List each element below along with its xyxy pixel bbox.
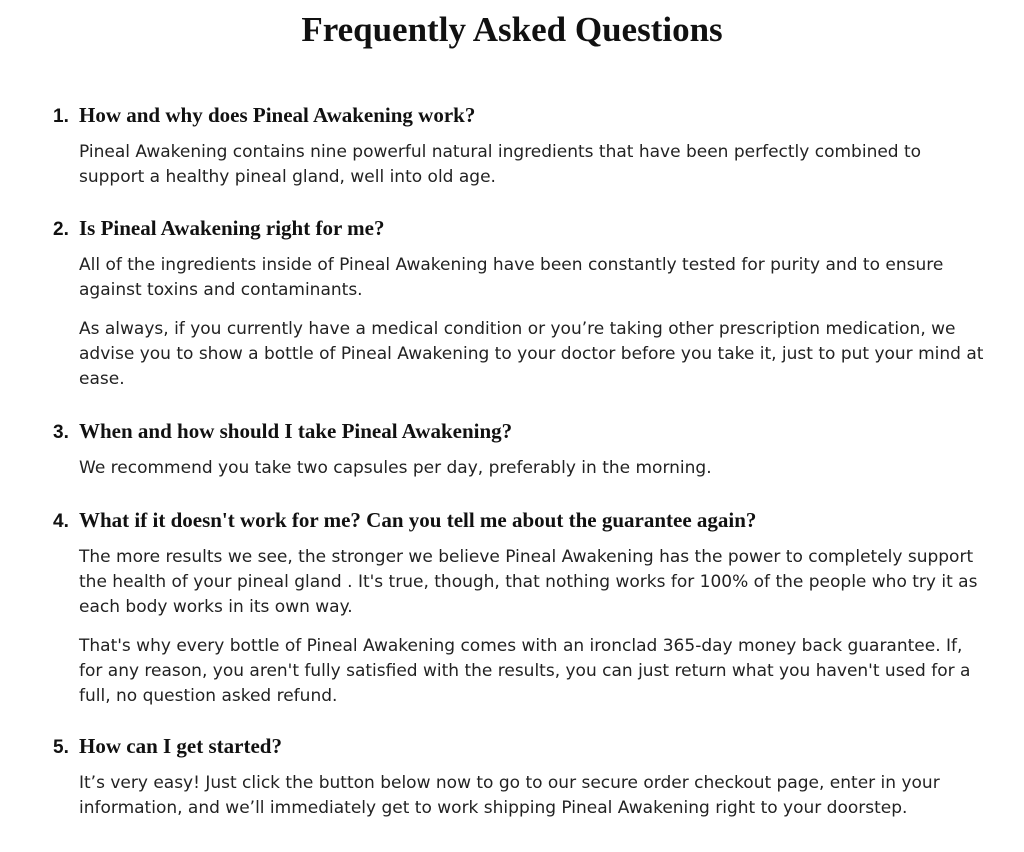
- faq-answer-paragraph: It’s very easy! Just click the button below now to go to our secure order checkout page, enter in your information, and we’ll immediately get to work shipping Pineal Awakening right to your doorstep.: [79, 773, 940, 818]
- faq-answer-paragraph: We recommend you take two capsules per day, preferably in the morning.: [79, 458, 712, 478]
- faq-question-text: Is Pineal Awakening right for me?: [79, 216, 385, 240]
- faq-number: 1.: [53, 106, 69, 127]
- faq-number: 5.: [53, 737, 69, 758]
- faq-question-text: How and why does Pineal Awakening work?: [79, 103, 476, 127]
- faq-answer-paragraph: Pineal Awakening contains nine powerful natural ingredients that have been perfectly combined to support a healthy pineal gland, well into old age.: [79, 142, 922, 187]
- faq-number: 4.: [53, 511, 69, 532]
- faq-answer-paragraph: The more results we see, the stronger we believe Pineal Awakening has the power to completely support the health of your pineal gland . It's true, though, that nothing works for 100% of the people who try it as each body works in its own way.: [79, 547, 978, 617]
- page-title: Frequently Asked Questions: [301, 10, 723, 49]
- faq-question: [53, 418, 993, 446]
- faq-item: [53, 102, 993, 190]
- faq-question: [53, 733, 993, 761]
- faq-answer: [79, 140, 989, 190]
- faq-answer-paragraph: As always, if you currently have a medical condition or you’re taking other prescription medication, we advise you to show a bottle of Pineal Awakening to your doctor before you take it, just to put your mind at ease.: [79, 319, 984, 389]
- faq-answer-paragraph: All of the ingredients inside of Pineal Awakening have been constantly tested for purity and to ensure against toxins and contaminants.: [79, 255, 944, 300]
- faq-answer: [79, 545, 989, 709]
- faq-number: 2.: [53, 219, 69, 240]
- faq-question: [53, 215, 993, 243]
- faq-answer-paragraph: That's why every bottle of Pineal Awakening comes with an ironclad 365-day money back guarantee. If, for any reason, you aren't fully satisfied with the results, you can just return what you haven't used for a full, no question asked refund.: [79, 636, 971, 706]
- faq-question-text: How can I get started?: [79, 734, 282, 758]
- faq-number: 3.: [53, 422, 69, 443]
- faq-question-text: What if it doesn't work for me? Can you tell me about the guarantee again?: [79, 508, 757, 532]
- faq-item: [53, 507, 993, 709]
- faq-question: [53, 507, 993, 535]
- faq-item: [53, 215, 993, 392]
- faq-answer: [79, 253, 989, 392]
- faq-item: [53, 418, 993, 481]
- faq-item: [53, 733, 993, 821]
- faq-question-text: When and how should I take Pineal Awakening?: [79, 419, 513, 443]
- faq-question: [53, 102, 993, 130]
- faq-answer: [79, 771, 989, 821]
- faq-answer: [79, 456, 989, 481]
